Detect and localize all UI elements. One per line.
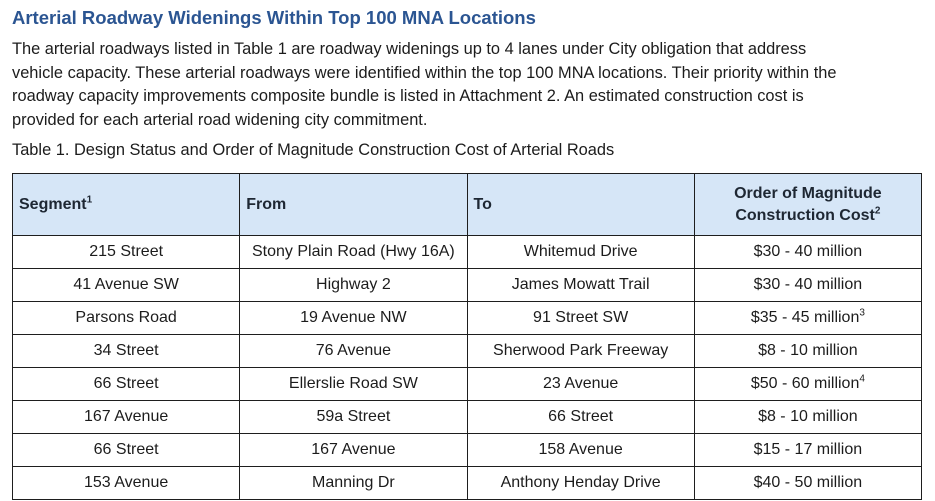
cost-cell: $40 - 50 million [694, 467, 921, 500]
paragraph-line: The arterial roadways listed in Table 1 are roadway widenings up to 4 lanes under City obligation that address [12, 40, 807, 58]
cost-cell: $35 - 45 million$^3$ [694, 302, 921, 335]
from-cell: Stony Plain Road (Hwy 16A) [240, 236, 467, 269]
footnote-marker: 4 [859, 373, 865, 385]
segment-cell: 153 Avenue [13, 467, 240, 500]
segment-cell: 167 Avenue [13, 401, 240, 434]
segment-cell: 66 Street [13, 434, 240, 467]
paragraph-line: roadway capacity improvements composite bundle is listed in Attachment 2. An estimated construction cost is [12, 87, 804, 106]
cost-cell: $30 - 40 million [694, 269, 921, 302]
cost-cell: $50 - 60 million$^4$ [694, 368, 921, 401]
from-cell: 167 Avenue [240, 434, 467, 467]
section-heading: Arterial Roadway Widenings Within Top 100 MNA Locations [12, 7, 536, 28]
table-row [13, 368, 922, 401]
segment-cell: 215 Street [13, 236, 240, 269]
paragraph-line: vehicle capacity. These arterial roadways were identified within the top 100 MNA locations. Their priority within the [12, 63, 837, 82]
header-cost: Order of Magnitude Construction Cost$^2$ [694, 174, 921, 236]
intro-paragraph [12, 38, 917, 133]
from-cell: 76 Avenue [240, 335, 467, 368]
to-cell: Whitemud Drive [467, 236, 694, 269]
to-cell: James Mowatt Trail [467, 269, 694, 302]
cost-cell: $8 - 10 million [694, 335, 921, 368]
header-to: To [467, 174, 694, 236]
table-row [13, 467, 922, 500]
from-cell: Manning Dr [240, 467, 467, 500]
from-cell: 19 Avenue NW [240, 302, 467, 335]
to-cell: 91 Street SW [467, 302, 694, 335]
table-caption: Table 1. Design Status and Order of Magnitude Construction Cost of Arterial Roads [12, 141, 615, 159]
table-row [13, 335, 922, 368]
footnote-marker: 2 [874, 205, 881, 217]
from-cell: 59a Street [240, 401, 467, 434]
to-cell: 66 Street [467, 401, 694, 434]
header-from: From [240, 174, 467, 236]
segment-cell: 41 Avenue SW [13, 269, 240, 302]
from-cell: Ellerslie Road SW [240, 368, 467, 401]
paragraph-line: provided for each arterial road widening city commitment. [12, 111, 428, 130]
segment-cell: Parsons Road [13, 302, 240, 335]
from-cell: Highway 2 [240, 269, 467, 302]
table-row [13, 302, 922, 335]
footnote-marker: 3 [859, 307, 865, 319]
cost-cell: $8 - 10 million [694, 401, 921, 434]
header-segment: Segment$^1$ [13, 174, 240, 236]
to-cell: Sherwood Park Freeway [467, 335, 694, 368]
to-cell: Anthony Henday Drive [467, 467, 694, 500]
cost-cell: $15 - 17 million [694, 434, 921, 467]
cost-cell: $30 - 40 million [694, 236, 921, 269]
table-row [13, 236, 922, 269]
arterial-roads-table [12, 173, 922, 500]
to-cell: 23 Avenue [467, 368, 694, 401]
table-row [13, 269, 922, 302]
table-row [13, 401, 922, 434]
footnote-marker: 1 [86, 194, 93, 206]
to-cell: 158 Avenue [467, 434, 694, 467]
segment-cell: 34 Street [13, 335, 240, 368]
segment-cell: 66 Street [13, 368, 240, 401]
table-row [13, 434, 922, 467]
table-header-row [13, 174, 922, 236]
